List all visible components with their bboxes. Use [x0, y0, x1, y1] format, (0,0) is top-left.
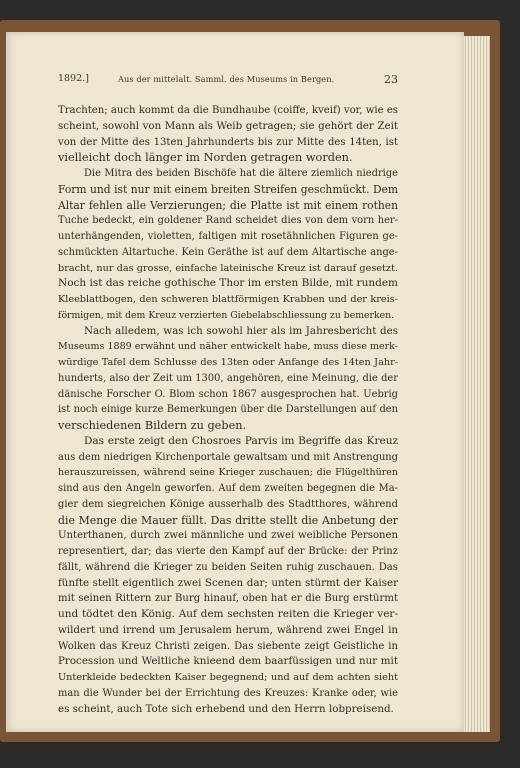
text-line: schmückten Altartuche. Kein Geräthe ist auf dem Altartische ange-: [58, 246, 398, 258]
text-line: Kleeblattbogen, den schweren blattförmigen Krabben und der kreis-: [58, 294, 398, 305]
body-text: [58, 103, 398, 717]
text-line: dänische Forscher O. Blom schon 1867 ausgesprochen hat. Uebrig: [58, 388, 398, 400]
text-line: ist noch einige kurze Bemerkungen über die Darstellungen auf den: [58, 404, 398, 416]
text-line: Nach alledem, was ich sowohl hier als im Jahresbericht des: [84, 324, 398, 337]
text-line: representiert, dar; das vierte den Kampf auf der Brücke: der Prinz: [58, 546, 398, 557]
text-line: Die Mitra des beiden Bischöfe hat die ältere ziemlich niedrige: [84, 168, 398, 179]
text-line: herauszureissen, während seine Krieger zuschauen; die Flügelthüren: [58, 467, 398, 479]
text-line: verschiedenen Bildern zu geben.: [58, 419, 247, 432]
text-line: hunderts, also der Zeit um 1300, angehören, eine Meinung, die der: [58, 372, 398, 384]
text-line: Unterthanen, durch zwei männliche und zwei weibliche Personen: [58, 530, 398, 542]
text-line: Trachten; auch kommt da die Bundhaube (coiffe, kveif) vor, wie es: [58, 105, 398, 116]
header-year: 1892.]: [58, 73, 89, 84]
text-line: förmigen, mit dem Kreuz verzierten Giebelabschliessung zu bemerken.: [58, 309, 395, 321]
text-line: Unterkleide bedeckten Kaiser begegnend; und auf dem achten sieht: [58, 672, 398, 683]
text-line: fällt, während die Krieger zu beiden Seiten ruhig zuschauen. Das: [58, 561, 398, 573]
text-line: Form und ist nur mit einem breiten Streifen geschmückt. Dem: [58, 182, 398, 196]
text-line: würdige Tafel dem Schlusse des 13ten oder Anfange des 14ten Jahr-: [58, 357, 398, 368]
text-line: mit seinen Rittern zur Burg hinauf, oben hat er die Burg erstürmt: [58, 593, 398, 605]
text-line: die Menge die Mauer füllt. Das dritte stellt die Anbetung der: [58, 513, 398, 527]
text-line: es scheint, auch Tote sich erhebend und den Herrn lobpreisend.: [58, 702, 394, 715]
text-line: Das erste zeigt den Chosroes Parvis im Begriffe das Kreuz: [84, 434, 398, 447]
text-line: Noch ist das reiche gothische Thor im ersten Bilde, mit rundem: [58, 277, 398, 290]
text-line: von der Mitte des 13ten Jahrhunderts bis zur Mitte des 14ten, ist: [58, 136, 398, 148]
text-line: unterhängenden, violetten, faltigen mit rosetähnlichen Figuren ge-: [58, 231, 398, 242]
text-line: aus dem niedrigen Kirchenportale gewaltsam und mit Anstrengung: [58, 451, 398, 463]
text-line: Altar fehlen alle Verzierungen; die Platte ist mit einem rothen: [58, 198, 398, 212]
text-line: man die Wunder bei der Errichtung des Kreuzes: Kranke oder, wie: [58, 687, 398, 699]
text-line: Procession und Weltliche knieend dem baarfüssigen und nur mit: [58, 655, 398, 668]
text-line: gier dem siegreichen Könige ausserhalb des Stadtthores, während: [58, 498, 398, 510]
text-line: Tuche bedeckt, ein goldener Rand scheidet dies von dem vorn her-: [58, 215, 398, 227]
text-line: Museums 1889 erwähnt und näher entwickelt habe, muss diese merk-: [58, 341, 398, 353]
text-line: scheint, sowohl von Mann als Weib getragen; sie gehört der Zeit: [58, 119, 398, 132]
text-line: vielleicht doch länger im Norden getragen worden.: [58, 151, 353, 165]
page-number: 23: [384, 73, 398, 86]
text-line: bracht, nur das grosse, einfache lateinische Kreuz ist darauf gesetzt.: [58, 262, 398, 274]
page-header: [52, 73, 398, 87]
text-line: wildert und irrend um Jerusalem herum, während zwei Engel in: [58, 623, 398, 636]
text-line: fünfte stellt eigentlich zwei Scenen dar; unten stürmt der Kaiser: [58, 576, 398, 589]
text-line: sind aus den Angeln geworfen. Auf dem zweiten begegnen die Ma-: [58, 483, 398, 494]
page-edges: [460, 36, 490, 732]
running-title: Aus der mittelalt. Samml. des Museums in Bergen.: [118, 74, 335, 84]
text-line: und tödtet den König. Auf dem sechsten reiten die Krieger ver-: [58, 608, 398, 620]
text-line: Wolken das Kreuz Christi zeigen. Das siebente zeigt Geistliche in: [58, 640, 398, 652]
